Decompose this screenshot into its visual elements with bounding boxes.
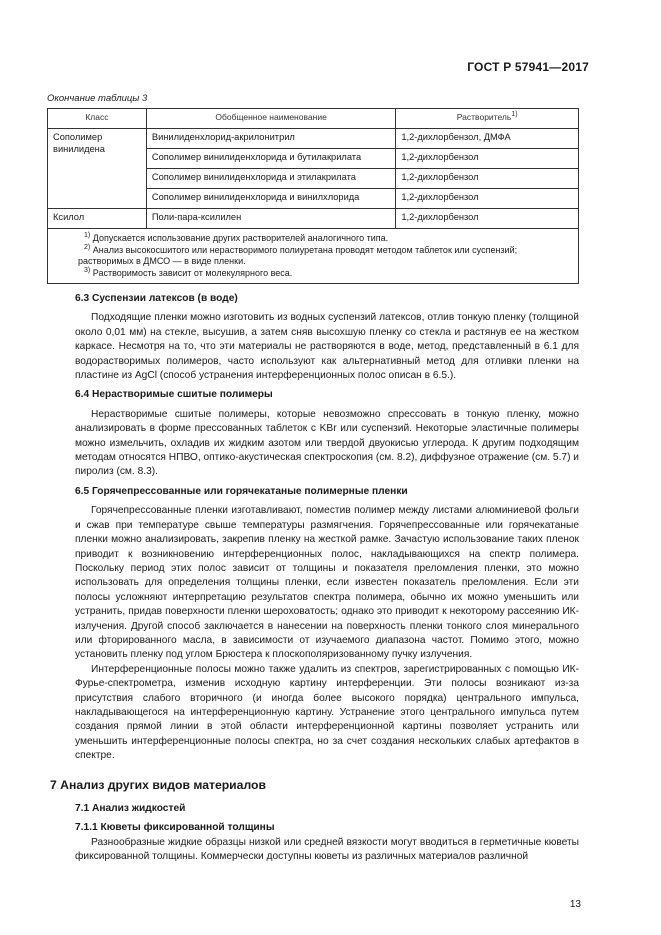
section-heading-6-5: 6.5 Горячепрессованные или горячекатаные полимерные пленки [75, 485, 408, 497]
paragraph: Подходящие пленки можно изготовить из водных суспензий латексов, отлив тонкую пленку (толщиной около 0,01 мм) на стекле, высушив, а затем сняв высохшую пленку со стекла и растянув ее на жестком каркасе. Несмотря на то, что эти материалы не растворяются в воде, метод, представленный в 6.1 для водорастворимых полимеров, часто используют как альтернативный метод для отливки пленки на пластине из AgCl (способ устранения интерференционных полос описан в 6.5.). [75, 312, 579, 382]
paragraph: Разнообразные жидкие образцы низкой или средней вязкости могут вводиться в герметичные кюветы фиксированной толщины. Коммерчески доступны кюветы из различных материалов различной [75, 836, 579, 863]
solvent-cell: 1,2-дихлорбензол [396, 189, 579, 209]
table-note: $^{1)}$ Допускается использование других растворителей аналогичного типа. [84, 232, 389, 243]
name-cell: Сополимер винилиденхлорида и винилхлорида [146, 189, 395, 209]
table-caption: Окончание таблицы 3 [47, 93, 148, 104]
paragraph: Интерференционные полосы можно также удалить из спектров, зарегистрированных с помощью ИК-Фурье-спектрометра, изменив исходную картину интерференции. Эти полосы возникают из-за присутствия слабого вторичного (и иногда более высокого порядка) центрального импульса, накладывающегося на интерференционную картину. Устранение этого центрального импульса путем создания прямой линии в этой области интерференционной картины позволяет устранить или уменьшить интерференционные полосы спектра, но за счет создания нескольких слабых артефактов в спектре. [75, 663, 579, 762]
solvent-cell: 1,2-дихлорбензол [396, 149, 579, 169]
column-header-class: Класс [48, 109, 147, 129]
page-number: 13 [569, 899, 581, 910]
document-id: ГОСТ Р 57941—2017 [467, 60, 589, 74]
section-heading-6-4: 6.4 Нерастворимые сшитые полимеры [75, 389, 273, 401]
note-mark: 2) [84, 243, 91, 251]
table-notes-row [48, 229, 579, 284]
paragraph: Горячепрессованные пленки изготавливают, поместив полимер между листами алюминиевой фольги и сжав при температуре свыше температуры размягчения. Горячепрессованные или горячекатаные пленки можно анализировать, закрепив пленку на жесткой рамке. Зачастую использование таких пленок приводит к возникновению интерференционных полос, накладывающихся на спектр полимера. Поскольку период этих полос зависит от толщины и показателя преломления пленки, это можно использовать для определения толщины пленки, если известен показатель преломления. Если эти полосы усложняют интерпретацию результатов спектра полимера, обычно их можно уменьшить или устранить, придав поверхности пленки шероховатость; однако это приводит к некоторому рассеянию ИК-излучения. Другой способ заключается в нанесении на поверхность пленки тонкого слоя минерального или фторированного масла, в зависимости от изучаемого диапазона частот. Помимо этого, можно установить пленку под углом Брюстера к плоскополяризованному пучку излучения. [75, 505, 579, 661]
column-header-name: Обобщенное наименование [146, 109, 395, 129]
note-mark: 1) [84, 232, 91, 239]
name-cell: Сополимер винилиденхлорида и этилакрилата [146, 169, 395, 189]
table-row [48, 129, 579, 149]
chapter-heading-7: 7 Анализ других видов материалов [50, 777, 266, 792]
name-cell: Поли-пара-ксилилен [146, 209, 395, 229]
section-heading-6-3: 6.3 Суспензии латексов (в воде) [75, 293, 238, 304]
class-cell: Сополимер винилидена [48, 129, 147, 209]
name-cell: Винилиденхлорид-акрилонитрил [146, 129, 395, 149]
table-note: $^{3)}$ Растворимость зависит от молекулярного веса. [84, 266, 293, 278]
section-heading-7-1-1: 7.1.1 Кюветы фиксированной толщины [75, 822, 275, 834]
paragraph: Нерастворимые сшитые полимеры, которые невозможно спрессовать в тонкую пленку, можно анализировать в форме прессованных таблеток с KBr или суспензий. Некоторые эластичные полимеры можно измельчить, охладив их жидким азотом или твердой двуокисью углерода. К другим подходящим методам относятся НПВО, оптико-акустическая спектроскопия (см. 8.2), диффузное отражение (см. 5.7) и пиролиз (см. 8.3). [75, 408, 579, 478]
solvent-cell: 1,2-дихлорбензол [396, 209, 579, 229]
solvent-cell: 1,2-дихлорбензол, ДМФА [396, 129, 579, 149]
main-content [50, 287, 579, 865]
section-heading-7-1: 7.1 Анализ жидкостей [75, 803, 186, 814]
table-notes [48, 229, 579, 284]
name-cell: Сополимер винилиденхлорида и бутилакрилата [146, 149, 395, 169]
solvents-table [47, 108, 579, 284]
table-note: $^{2)}$ Анализ высокосшитого или нерастворимого полиуретана проводят методом таблеток или суспензий; растворимых в ДМСО — в виде пленки. [78, 243, 518, 266]
footnote-mark: 1) [511, 111, 518, 119]
note-mark: 3) [84, 266, 91, 274]
column-header-solvent: Растворитель$^{1)}$ [396, 109, 579, 129]
class-cell: Ксилол [48, 209, 147, 229]
table-header-row [48, 109, 579, 129]
solvent-cell: 1,2-дихлорбензол [396, 169, 579, 189]
table-row [48, 209, 579, 229]
